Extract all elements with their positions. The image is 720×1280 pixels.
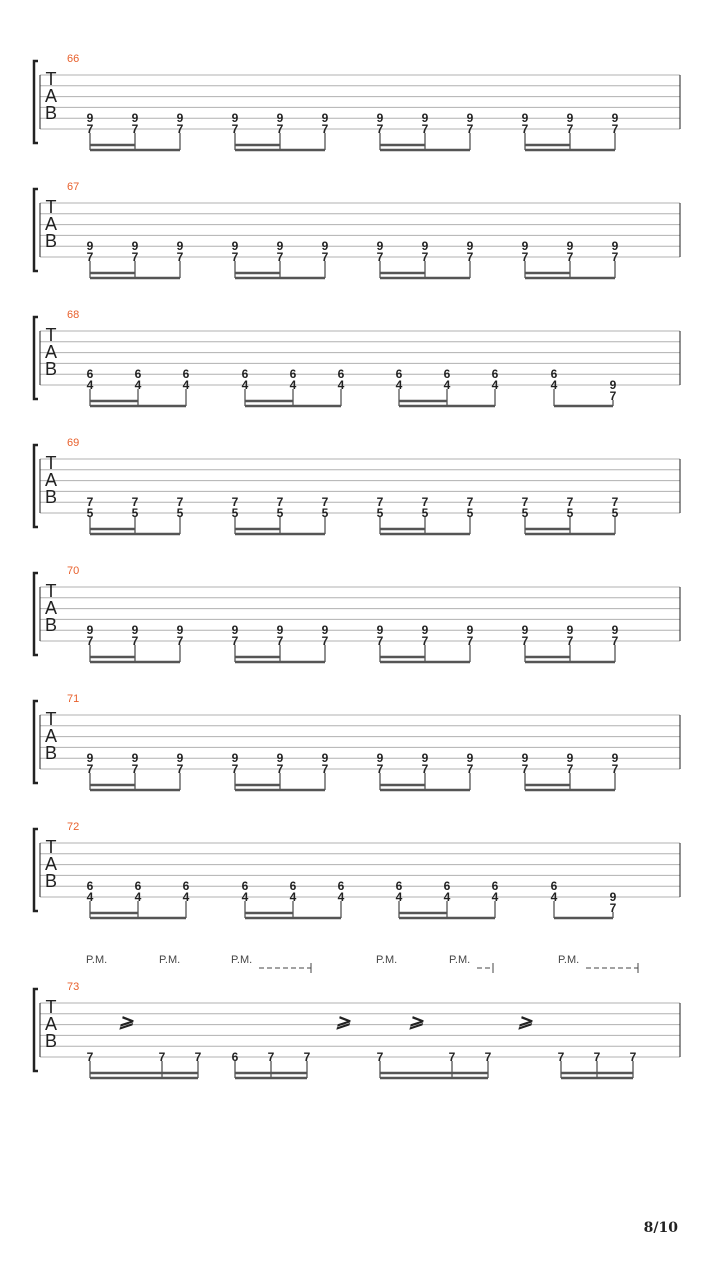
fret-number: 7 <box>276 634 284 648</box>
fret-number: 6 <box>241 879 249 894</box>
fret-number: 7 <box>86 122 94 136</box>
fret-number: 9 <box>421 239 429 254</box>
fret-number: 9 <box>86 111 94 126</box>
fret-number: 7 <box>276 122 284 136</box>
fret-number: 4 <box>182 890 190 904</box>
fret-number: 7 <box>376 762 384 776</box>
tab-clef-letter: B <box>44 359 58 379</box>
fret-number: 6 <box>289 367 297 382</box>
fret-number: 9 <box>131 111 139 126</box>
tab-clef-letter: T <box>45 197 57 217</box>
fret-number: 4 <box>443 378 451 392</box>
fret-number: 7 <box>86 762 94 776</box>
fret-number: 7 <box>131 762 139 776</box>
palm-mute-label: P.M. <box>558 954 580 966</box>
fret-number: 6 <box>86 879 94 894</box>
fret-number: 7 <box>131 495 139 510</box>
fret-number: 5 <box>276 506 284 520</box>
fret-number: 7 <box>158 1050 166 1064</box>
fret-number: 7 <box>276 762 284 776</box>
fret-number: 6 <box>182 879 190 894</box>
page-number: 8/10 <box>643 1220 678 1236</box>
fret-number: 7 <box>176 762 184 776</box>
tab-clef-letter: B <box>44 743 58 763</box>
fret-number: 9 <box>566 239 574 254</box>
fret-number: 9 <box>609 378 617 393</box>
fret-number: 9 <box>176 623 184 638</box>
tab-clef-letter: B <box>44 1031 58 1051</box>
fret-number: 7 <box>231 762 239 776</box>
fret-number: 7 <box>466 122 474 136</box>
fret-number: 6 <box>241 367 249 382</box>
fret-number: 6 <box>182 367 190 382</box>
fret-number: 7 <box>176 634 184 648</box>
fret-number: 7 <box>521 634 529 648</box>
fret-number: 6 <box>86 367 94 382</box>
fret-number: 4 <box>550 378 558 392</box>
tab-clef-letter: T <box>45 325 57 345</box>
fret-number: 9 <box>421 111 429 126</box>
sixteenth-rest: ⩾ <box>408 1011 424 1032</box>
measure-number: 72 <box>67 821 80 833</box>
tab-clef-letter: B <box>44 615 58 635</box>
fret-number: 7 <box>86 634 94 648</box>
fret-number: 9 <box>611 751 619 766</box>
palm-mute-label: P.M. <box>231 954 253 966</box>
fret-number: 7 <box>86 1050 94 1064</box>
fret-number: 7 <box>131 122 139 136</box>
tab-clef-letter: B <box>44 487 58 507</box>
fret-number: 9 <box>276 239 284 254</box>
fret-number: 7 <box>176 495 184 510</box>
fret-number: 9 <box>376 751 384 766</box>
fret-number: 7 <box>466 495 474 510</box>
fret-number: 9 <box>611 111 619 126</box>
fret-number: 6 <box>550 879 558 894</box>
fret-number: 9 <box>566 751 574 766</box>
fret-number: 7 <box>521 122 529 136</box>
system-bracket <box>34 573 38 655</box>
tab-clef-letter: A <box>44 342 58 362</box>
fret-number: 7 <box>609 389 617 403</box>
tab-clef-letter: T <box>45 69 57 89</box>
fret-number: 9 <box>611 623 619 638</box>
fret-number: 9 <box>176 751 184 766</box>
fret-number: 7 <box>566 495 574 510</box>
fret-number: 6 <box>231 1050 239 1064</box>
fret-number: 9 <box>566 623 574 638</box>
fret-number: 9 <box>376 111 384 126</box>
fret-number: 7 <box>321 122 329 136</box>
fret-number: 7 <box>611 122 619 136</box>
fret-number: 5 <box>86 506 94 520</box>
fret-number: 6 <box>550 367 558 382</box>
fret-number: 7 <box>376 495 384 510</box>
tab-clef-letter: T <box>45 837 57 857</box>
fret-number: 9 <box>609 890 617 905</box>
fret-number: 4 <box>241 378 249 392</box>
tab-clef-letter: A <box>44 470 58 490</box>
fret-number: 7 <box>86 495 94 510</box>
tab-clef-letter: T <box>45 997 57 1017</box>
fret-number: 7 <box>611 250 619 264</box>
fret-number: 5 <box>611 506 619 520</box>
tab-clef-letter: A <box>44 598 58 618</box>
fret-number: 4 <box>395 378 403 392</box>
fret-number: 9 <box>466 111 474 126</box>
tab-clef-letter: A <box>44 86 58 106</box>
fret-number: 9 <box>521 623 529 638</box>
fret-number: 5 <box>566 506 574 520</box>
palm-mute-label: P.M. <box>86 954 108 966</box>
fret-number: 7 <box>421 495 429 510</box>
fret-number: 7 <box>131 250 139 264</box>
fret-number: 7 <box>421 762 429 776</box>
fret-number: 5 <box>421 506 429 520</box>
fret-number: 4 <box>86 378 94 392</box>
fret-number: 6 <box>443 879 451 894</box>
fret-number: 9 <box>231 623 239 638</box>
fret-number: 7 <box>593 1050 601 1064</box>
fret-number: 7 <box>231 634 239 648</box>
fret-number: 5 <box>376 506 384 520</box>
fret-number: 7 <box>321 762 329 776</box>
fret-number: 9 <box>176 239 184 254</box>
fret-number: 4 <box>443 890 451 904</box>
fret-number: 7 <box>448 1050 456 1064</box>
fret-number: 7 <box>276 250 284 264</box>
fret-number: 9 <box>321 623 329 638</box>
fret-number: 9 <box>566 111 574 126</box>
fret-number: 7 <box>86 250 94 264</box>
fret-number: 7 <box>566 250 574 264</box>
fret-number: 9 <box>521 239 529 254</box>
fret-number: 7 <box>466 762 474 776</box>
measure-number: 68 <box>67 309 80 321</box>
tab-clef-letter: T <box>45 581 57 601</box>
fret-number: 9 <box>421 751 429 766</box>
fret-number: 5 <box>231 506 239 520</box>
fret-number: 9 <box>376 239 384 254</box>
fret-number: 6 <box>134 879 142 894</box>
fret-number: 7 <box>194 1050 202 1064</box>
fret-number: 5 <box>131 506 139 520</box>
measure-number: 69 <box>67 437 80 449</box>
measure-number: 70 <box>67 565 80 577</box>
fret-number: 4 <box>337 378 345 392</box>
fret-number: 6 <box>134 367 142 382</box>
fret-number: 7 <box>484 1050 492 1064</box>
fret-number: 7 <box>231 250 239 264</box>
fret-number: 9 <box>321 751 329 766</box>
tab-clef-letter: T <box>45 453 57 473</box>
fret-number: 9 <box>276 623 284 638</box>
tab-clef-letter: T <box>45 709 57 729</box>
fret-number: 7 <box>521 762 529 776</box>
fret-number: 9 <box>131 751 139 766</box>
fret-number: 7 <box>566 122 574 136</box>
fret-number: 7 <box>303 1050 311 1064</box>
system-bracket <box>34 445 38 527</box>
fret-number: 4 <box>86 890 94 904</box>
fret-number: 9 <box>321 239 329 254</box>
fret-number: 5 <box>466 506 474 520</box>
measure-number: 66 <box>67 53 80 65</box>
sixteenth-rest: ⩾ <box>517 1011 533 1032</box>
fret-number: 9 <box>86 623 94 638</box>
fret-number: 7 <box>466 634 474 648</box>
tab-clef-letter: A <box>44 1014 58 1034</box>
fret-number: 9 <box>276 751 284 766</box>
fret-number: 7 <box>566 762 574 776</box>
fret-number: 9 <box>421 623 429 638</box>
fret-number: 7 <box>609 901 617 915</box>
fret-number: 4 <box>550 890 558 904</box>
fret-number: 4 <box>241 890 249 904</box>
system-bracket <box>34 829 38 911</box>
fret-number: 7 <box>276 495 284 510</box>
fret-number: 7 <box>176 122 184 136</box>
fret-number: 9 <box>376 623 384 638</box>
measure-number: 71 <box>67 693 80 705</box>
fret-number: 9 <box>131 239 139 254</box>
system-bracket <box>34 317 38 399</box>
fret-number: 7 <box>421 250 429 264</box>
palm-mute-label: P.M. <box>376 954 398 966</box>
tab-clef-letter: A <box>44 726 58 746</box>
fret-number: 6 <box>289 879 297 894</box>
fret-number: 7 <box>421 122 429 136</box>
fret-number: 7 <box>466 250 474 264</box>
sixteenth-rest: ⩾ <box>335 1011 351 1032</box>
fret-number: 9 <box>276 111 284 126</box>
fret-number: 7 <box>376 1050 384 1064</box>
fret-number: 4 <box>289 378 297 392</box>
fret-number: 7 <box>629 1050 637 1064</box>
fret-number: 7 <box>376 122 384 136</box>
fret-number: 5 <box>321 506 329 520</box>
fret-number: 4 <box>134 890 142 904</box>
fret-number: 9 <box>231 751 239 766</box>
tab-clef-letter: B <box>44 231 58 251</box>
fret-number: 9 <box>466 623 474 638</box>
fret-number: 7 <box>521 250 529 264</box>
fret-number: 4 <box>134 378 142 392</box>
fret-number: 7 <box>176 250 184 264</box>
fret-number: 7 <box>321 250 329 264</box>
fret-number: 7 <box>131 634 139 648</box>
tab-clef-letter: A <box>44 214 58 234</box>
fret-number: 5 <box>176 506 184 520</box>
fret-number: 9 <box>321 111 329 126</box>
fret-number: 9 <box>86 239 94 254</box>
fret-number: 4 <box>395 890 403 904</box>
fret-number: 7 <box>231 495 239 510</box>
fret-number: 7 <box>566 634 574 648</box>
fret-number: 9 <box>86 751 94 766</box>
fret-number: 4 <box>337 890 345 904</box>
measure-number: 73 <box>67 981 80 993</box>
fret-number: 7 <box>611 495 619 510</box>
tab-clef-letter: B <box>44 871 58 891</box>
fret-number: 6 <box>337 879 345 894</box>
fret-number: 9 <box>176 111 184 126</box>
fret-number: 9 <box>131 623 139 638</box>
fret-number: 9 <box>466 751 474 766</box>
palm-mute-label: P.M. <box>159 954 181 966</box>
fret-number: 9 <box>466 239 474 254</box>
fret-number: 7 <box>611 762 619 776</box>
palm-mute-label: P.M. <box>449 954 471 966</box>
fret-number: 7 <box>376 250 384 264</box>
fret-number: 4 <box>491 890 499 904</box>
fret-number: 6 <box>491 367 499 382</box>
sixteenth-rest: ⩾ <box>118 1011 134 1032</box>
fret-number: 7 <box>321 634 329 648</box>
fret-number: 7 <box>267 1050 275 1064</box>
measure-number: 67 <box>67 181 80 193</box>
fret-number: 4 <box>182 378 190 392</box>
fret-number: 9 <box>611 239 619 254</box>
fret-number: 7 <box>557 1050 565 1064</box>
tab-clef-letter: B <box>44 103 58 123</box>
fret-number: 4 <box>289 890 297 904</box>
fret-number: 9 <box>521 111 529 126</box>
fret-number: 7 <box>521 495 529 510</box>
fret-number: 7 <box>376 634 384 648</box>
fret-number: 9 <box>231 111 239 126</box>
fret-number: 6 <box>395 879 403 894</box>
fret-number: 6 <box>337 367 345 382</box>
fret-number: 5 <box>521 506 529 520</box>
fret-number: 6 <box>443 367 451 382</box>
tab-clef-letter: A <box>44 854 58 874</box>
fret-number: 7 <box>421 634 429 648</box>
fret-number: 6 <box>395 367 403 382</box>
fret-number: 9 <box>231 239 239 254</box>
fret-number: 7 <box>321 495 329 510</box>
fret-number: 7 <box>231 122 239 136</box>
system-bracket <box>34 61 38 143</box>
fret-number: 4 <box>491 378 499 392</box>
fret-number: 7 <box>611 634 619 648</box>
system-bracket <box>34 701 38 783</box>
system-bracket <box>34 989 38 1071</box>
fret-number: 6 <box>491 879 499 894</box>
fret-number: 9 <box>521 751 529 766</box>
system-bracket <box>34 189 38 271</box>
